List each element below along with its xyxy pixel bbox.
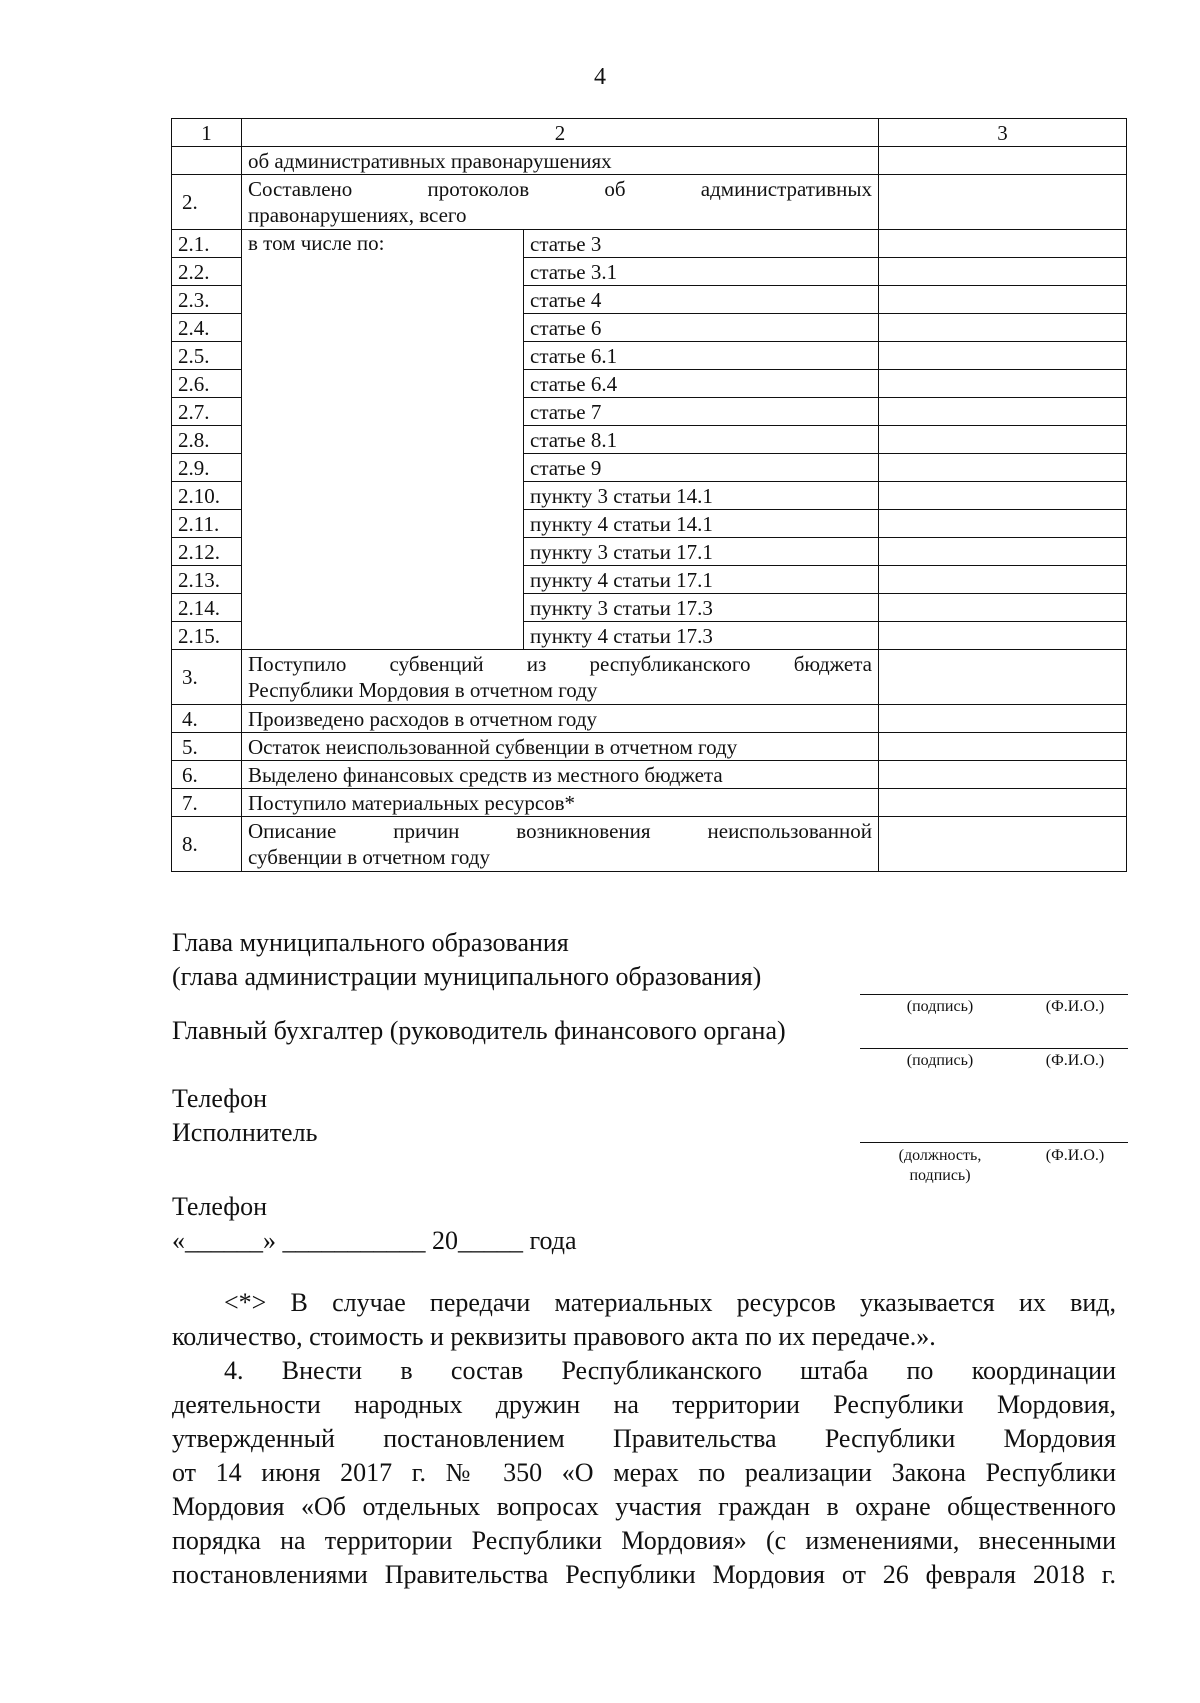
row-num: 2.2. (172, 258, 242, 286)
row-label: Поступило субвенций из республиканского бюджета Республики Мордовия в отчетном году (242, 650, 879, 705)
paragraph-line: от 14 июня 2017 г. № 350 «О мерах по реализации Закона Республики (172, 1458, 1116, 1487)
value-cell[interactable] (879, 230, 1127, 258)
paragraph-line: постановлениями Правительства Республики Мордовия от 26 февраля 2018 г. (172, 1560, 1116, 1589)
article-cell: пункту 3 статьи 17.1 (524, 538, 879, 566)
paragraph-line: деятельности народных дружин на территории Республики Мордовия, (172, 1390, 1116, 1419)
row-num: 2.15. (172, 622, 242, 650)
row-label: Составлено протоколов об административных правонарушениях, всего (242, 175, 879, 230)
row-num: 3. (172, 650, 242, 705)
table-row (172, 817, 1127, 872)
value-cell[interactable] (879, 817, 1127, 872)
row-num: 2.5. (172, 342, 242, 370)
row-num: 2. (172, 175, 242, 230)
head-signature-line[interactable] (860, 994, 1128, 995)
value-cell[interactable] (879, 426, 1127, 454)
header-col-1: 1 (172, 119, 242, 147)
paragraph-line: утвержденный постановлением Правительства Республики Мордовия (172, 1424, 1116, 1453)
value-cell[interactable] (879, 622, 1127, 650)
table-row (172, 761, 1127, 789)
table-row (172, 230, 1127, 258)
value-cell[interactable] (879, 789, 1127, 817)
article-cell: пункту 4 статьи 17.1 (524, 566, 879, 594)
article-cell: статье 7 (524, 398, 879, 426)
table-row (172, 175, 1127, 230)
value-cell[interactable] (879, 454, 1127, 482)
row-label: об административных правонарушениях (242, 147, 879, 175)
head-name-caption: (Ф.И.О.) (1045, 998, 1105, 1015)
table-header-row (172, 119, 1127, 147)
table-row (172, 733, 1127, 761)
value-cell[interactable] (879, 370, 1127, 398)
article-cell: статье 8.1 (524, 426, 879, 454)
accountant-title: Главный бухгалтер (руководитель финансового органа) (172, 1016, 786, 1045)
article-cell: пункту 3 статьи 14.1 (524, 482, 879, 510)
value-cell[interactable] (879, 733, 1127, 761)
row-label: Поступило материальных ресурсов* (242, 789, 879, 817)
row-num: 2.13. (172, 566, 242, 594)
article-cell: статье 6.1 (524, 342, 879, 370)
paragraph-line: 4. Внести в состав Республиканского штаба по координации (224, 1356, 1116, 1385)
row-num: 2.9. (172, 454, 242, 482)
value-cell[interactable] (879, 650, 1127, 705)
table-row (172, 147, 1127, 175)
value-cell[interactable] (879, 258, 1127, 286)
value-cell[interactable] (879, 314, 1127, 342)
row-label: Описание причин возникновения неиспользованной субвенции в отчетном году (242, 817, 879, 872)
article-cell: статье 6.4 (524, 370, 879, 398)
row-num: 6. (172, 761, 242, 789)
article-cell: статье 9 (524, 454, 879, 482)
row-label: Остаток неиспользованной субвенции в отчетном году (242, 733, 879, 761)
executor-position-caption: (должность, подпись) (898, 1147, 982, 1184)
executor-signature-line[interactable] (860, 1142, 1128, 1143)
phone-label-2: Телефон (172, 1192, 268, 1221)
article-cell: статье 3.1 (524, 258, 879, 286)
value-cell[interactable] (879, 175, 1127, 230)
header-col-2: 2 (242, 119, 879, 147)
value-cell[interactable] (879, 398, 1127, 426)
article-cell: статье 6 (524, 314, 879, 342)
value-cell[interactable] (879, 342, 1127, 370)
row-num: 2.4. (172, 314, 242, 342)
subgroup-label: в том числе по: (242, 230, 524, 650)
row-num: 2.10. (172, 482, 242, 510)
page-number: 4 (594, 64, 606, 90)
table-row (172, 789, 1127, 817)
accountant-sign-caption: (подпись) (906, 1052, 974, 1069)
date-line: «______» ___________ 20_____ года (172, 1226, 577, 1255)
row-num: 2.12. (172, 538, 242, 566)
paragraph-line: Мордовия «Об отдельных вопросах участия граждан в охране общественного (172, 1492, 1116, 1521)
paragraph-4 (172, 1354, 1116, 1592)
row-num: 2.8. (172, 426, 242, 454)
table-row (172, 650, 1127, 705)
head-sign-caption: (подпись) (906, 998, 974, 1015)
table-row (172, 705, 1127, 733)
row-num: 7. (172, 789, 242, 817)
report-table (171, 118, 1127, 872)
value-cell[interactable] (879, 705, 1127, 733)
row-num: 2.6. (172, 370, 242, 398)
row-num: 2.7. (172, 398, 242, 426)
article-cell: статье 3 (524, 230, 879, 258)
footnote: <*> В случае передачи материальных ресурсов указывается их вид, количество, стоимость и реквизиты правового акта по их передаче.». (172, 1288, 1116, 1351)
executor-name-caption: (Ф.И.О.) (1045, 1147, 1105, 1164)
article-cell: пункту 4 статьи 14.1 (524, 510, 879, 538)
value-cell[interactable] (879, 594, 1127, 622)
accountant-signature-line[interactable] (860, 1048, 1128, 1049)
row-num: 5. (172, 733, 242, 761)
article-cell: статье 4 (524, 286, 879, 314)
row-num: 2.11. (172, 510, 242, 538)
value-cell[interactable] (879, 761, 1127, 789)
article-cell: пункту 4 статьи 17.3 (524, 622, 879, 650)
head-title-line1: Глава муниципального образования (172, 928, 569, 957)
value-cell[interactable] (879, 286, 1127, 314)
value-cell[interactable] (879, 566, 1127, 594)
head-title-line2: (глава администрации муниципального образования) (172, 962, 762, 991)
paragraph-line: порядка на территории Республики Мордовия» (с изменениями, внесенными (172, 1526, 1116, 1555)
row-label: Произведено расходов в отчетном году (242, 705, 879, 733)
value-cell[interactable] (879, 538, 1127, 566)
row-num: 4. (172, 705, 242, 733)
phone-label-1: Телефон (172, 1084, 268, 1113)
value-cell[interactable] (879, 510, 1127, 538)
row-num: 2.1. (172, 230, 242, 258)
header-col-3: 3 (879, 119, 1127, 147)
accountant-name-caption: (Ф.И.О.) (1045, 1052, 1105, 1069)
row-num: 2.14. (172, 594, 242, 622)
executor-label: Исполнитель (172, 1118, 318, 1147)
row-num: 8. (172, 817, 242, 872)
row-num: 2.3. (172, 286, 242, 314)
value-cell[interactable] (879, 482, 1127, 510)
article-cell: пункту 3 статьи 17.3 (524, 594, 879, 622)
row-num (172, 147, 242, 175)
row-label: Выделено финансовых средств из местного бюджета (242, 761, 879, 789)
value-cell[interactable] (879, 147, 1127, 175)
